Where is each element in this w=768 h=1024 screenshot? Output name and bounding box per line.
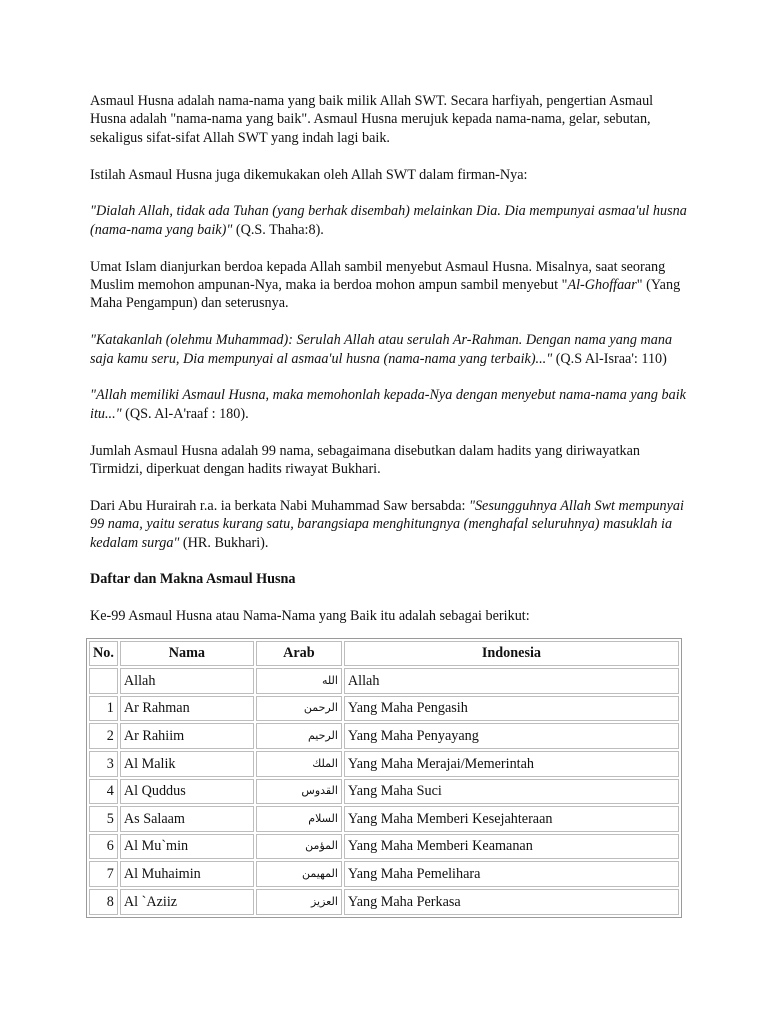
cell-arab: القدوس (256, 779, 342, 805)
quote-reference: (QS. Al-A'raaf : 180). (121, 405, 249, 422)
cell-nama: Allah (120, 668, 254, 694)
cell-nama: Ar Rahman (120, 696, 254, 722)
table-row (89, 751, 679, 777)
quote-text: "Katakanlah (olehmu Muhammad): Serulah Allah atau serulah Ar-Rahman. Dengan nama yang mana saja kamu seru, Dia mempunyai al asmaa'ul husna (nama-nama yang terbaik)..." (90, 332, 673, 367)
table-row (89, 723, 679, 749)
cell-no: 4 (89, 779, 118, 805)
cell-no: 6 (89, 834, 118, 860)
table-row (89, 834, 679, 860)
cell-indonesia: Yang Maha Perkasa (344, 889, 679, 915)
cell-arab: الرحيم (256, 723, 342, 749)
cell-arab: المؤمن (256, 834, 342, 860)
quote-text: "Dialah Allah, tidak ada Tuhan (yang berhak disembah) melainkan Dia. Dia mempunyai asmaa'ul husna (nama-nama yang baik)" (90, 203, 687, 238)
cell-no: 8 (89, 889, 118, 915)
paragraph-jumlah: Jumlah Asmaul Husna adalah 99 nama, sebagaimana disebutkan dalam hadits yang diriwayatkan Tirmidzi, diperkuat dengan hadits riwayat Bukhari. (90, 442, 641, 478)
cell-nama: Al Quddus (120, 779, 254, 805)
paragraph-berdoa (90, 258, 690, 313)
paragraph-hadits (90, 497, 690, 552)
table-row (89, 806, 679, 832)
paragraph-istilah: Istilah Asmaul Husna juga dikemukakan oleh Allah SWT dalam firman-Nya: (90, 166, 528, 183)
table-row (89, 696, 679, 722)
cell-indonesia: Yang Maha Pemelihara (344, 861, 679, 887)
column-header-indonesia: Indonesia (344, 641, 679, 667)
cell-arab: الله (256, 668, 342, 694)
cell-indonesia: Yang Maha Suci (344, 779, 679, 805)
quote-reference: (HR. Bukhari). (179, 534, 269, 551)
cell-nama: Al Mu`min (120, 834, 254, 860)
cell-no: 2 (89, 723, 118, 749)
table-row (89, 861, 679, 887)
cell-nama: Al `Aziiz (120, 889, 254, 915)
cell-no: 7 (89, 861, 118, 887)
table-header-row (89, 641, 679, 667)
quote-reference: (Q.S. Thaha:8). (232, 221, 324, 238)
cell-no: 3 (89, 751, 118, 777)
cell-indonesia: Allah (344, 668, 679, 694)
quote-reference: (Q.S Al-Israa': 110) (552, 350, 667, 367)
paragraph-text: " (Yang Maha Pengampun) dan seterusnya. (90, 277, 681, 312)
paragraph-israa-quote (90, 331, 690, 368)
cell-arab: الملك (256, 751, 342, 777)
cell-nama: As Salaam (120, 806, 254, 832)
table-row (89, 668, 679, 694)
emphasis-name: Al-Ghoffaar (567, 277, 637, 294)
section-intro: Ke-99 Asmaul Husna atau Nama-Nama yang Baik itu adalah sebagai berikut: (90, 608, 530, 625)
paragraph-araaf-quote (90, 386, 690, 423)
column-header-no: No. (89, 641, 118, 667)
quote-text: "Allah memiliki Asmaul Husna, maka memohonlah kepada-Nya dengan menyebut nama-nama yang baik itu..." (90, 387, 686, 422)
asmaul-husna-table (86, 638, 682, 918)
cell-indonesia: Yang Maha Penyayang (344, 723, 679, 749)
cell-nama: Al Malik (120, 751, 254, 777)
paragraph-intro: Asmaul Husna adalah nama-nama yang baik milik Allah SWT. Secara harfiyah, pengertian Asmaul Husna adalah "nama-nama yang baik". Asmaul Husna merujuk kepada nama-nama, gelar, sebutan, sekaligus sifat-sifat Allah SWT yang indah lagi baik. (90, 93, 654, 146)
paragraph-text: Umat Islam dianjurkan berdoa kepada Allah sambil menyebut Asmaul Husna. Misalnya, saat seorang Muslim memohon ampunan-Nya, maka ia berdoa mohon ampun sambil menyebut " (90, 258, 666, 294)
cell-indonesia: Yang Maha Memberi Keamanan (344, 834, 679, 860)
cell-indonesia: Yang Maha Memberi Kesejahteraan (344, 806, 679, 832)
paragraph-text: Dari Abu Hurairah r.a. ia berkata Nabi Muhammad Saw bersabda: (90, 497, 469, 514)
column-header-arab: Arab (256, 641, 342, 667)
quote-text: "Sesungguhnya Allah Swt mempunyai 99 nama, yaitu seratus kurang satu, barangsiapa menghitungnya (menghafal seluruhnya) masuklah ia kedalam surga" (90, 497, 684, 551)
cell-nama: Ar Rahiim (120, 723, 254, 749)
section-heading: Daftar dan Makna Asmaul Husna (90, 571, 296, 588)
cell-indonesia: Yang Maha Merajai/Memerintah (344, 751, 679, 777)
document-page (90, 92, 690, 918)
cell-nama: Al Muhaimin (120, 861, 254, 887)
cell-arab: المهيمن (256, 861, 342, 887)
cell-no: 5 (89, 806, 118, 832)
column-header-nama: Nama (120, 641, 254, 667)
cell-no (89, 668, 118, 694)
cell-arab: العزيز (256, 889, 342, 915)
cell-arab: السلام (256, 806, 342, 832)
cell-indonesia: Yang Maha Pengasih (344, 696, 679, 722)
cell-no: 1 (89, 696, 118, 722)
paragraph-thaha-quote (90, 202, 690, 239)
table-row (89, 779, 679, 805)
table-row (89, 889, 679, 915)
cell-arab: الرحمن (256, 696, 342, 722)
